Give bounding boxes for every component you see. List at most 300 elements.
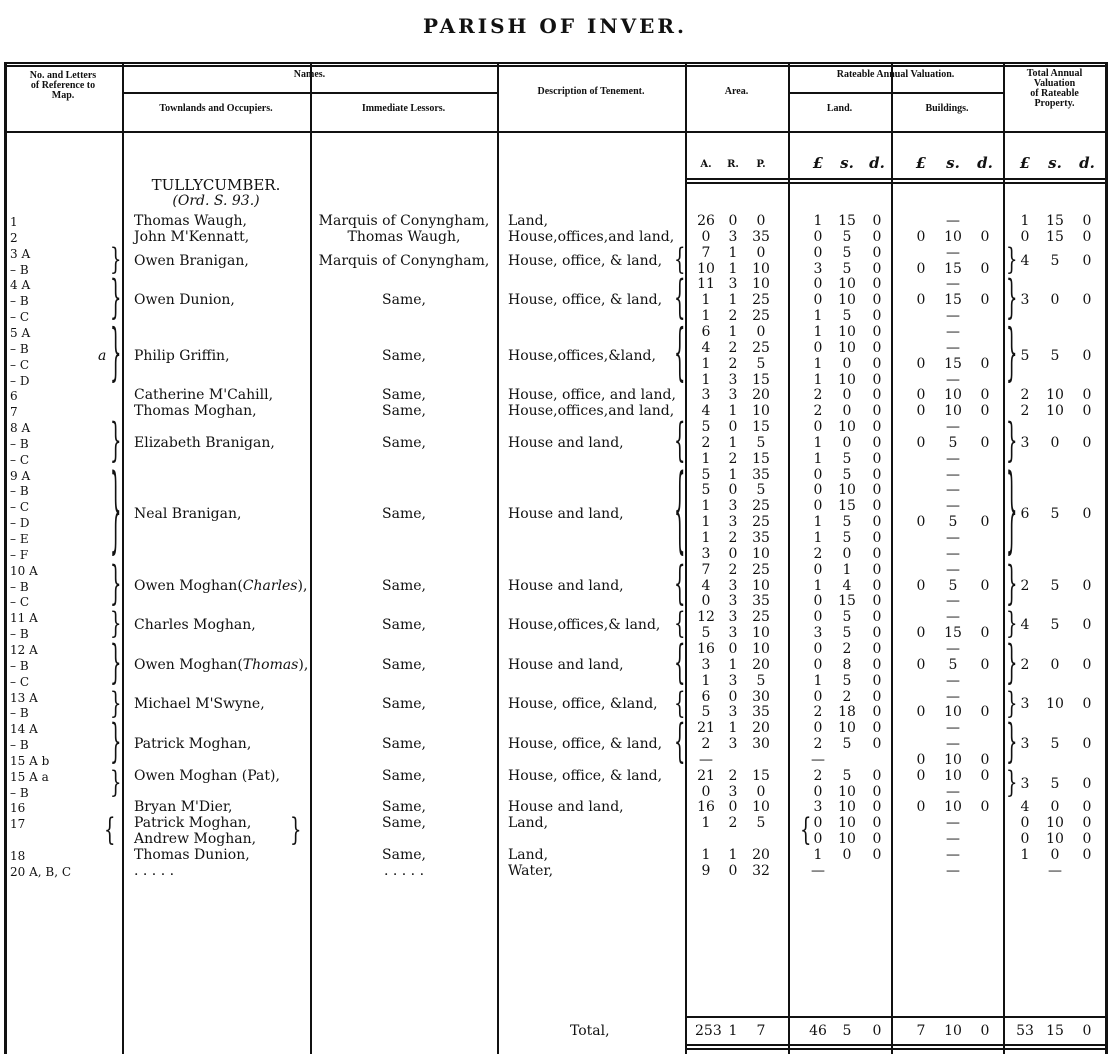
buildings-dash: —	[946, 561, 960, 578]
tenement-description: House and land,	[508, 799, 624, 816]
total-pounds: 1	[1020, 213, 1030, 229]
land-shillings: 5	[842, 609, 852, 626]
lessor-name: . . . . .	[383, 862, 425, 879]
land-shillings: 5	[842, 228, 852, 245]
buildings-pence: 0	[980, 403, 990, 420]
lessor-name: Same,	[382, 767, 426, 784]
buildings-dash: —	[946, 593, 960, 610]
land-pence: 0	[872, 323, 882, 340]
land-shillings: 15	[838, 498, 856, 515]
land-shillings: 2	[842, 640, 852, 657]
ref-number: 10 A	[10, 563, 38, 578]
column-rule	[310, 62, 312, 1054]
land-shillings: 5	[842, 466, 852, 483]
total-buildings-pence: 0	[980, 1023, 990, 1039]
land-pence: 0	[872, 434, 882, 451]
lessor-name: Same,	[382, 736, 426, 753]
land-pence: 0	[872, 656, 882, 673]
land-pounds: 0	[813, 498, 823, 515]
area-acres: 11	[697, 276, 715, 293]
land-pounds: 0	[813, 276, 823, 293]
lessor-name: Same,	[382, 292, 426, 309]
buildings-shillings: 10	[944, 704, 962, 721]
total-pence: 0	[1082, 252, 1092, 269]
buildings-dash: —	[946, 450, 960, 467]
buildings-dash: —	[946, 308, 960, 325]
total-shillings: 5	[1050, 506, 1060, 523]
area-perches: 35	[752, 466, 770, 483]
ref-number: 3 A	[10, 246, 31, 261]
land-pounds: 0	[813, 419, 823, 436]
area-roods: 1	[728, 656, 738, 673]
area-acres: 6	[701, 323, 711, 340]
area-perches: 15	[752, 419, 770, 436]
ref-number: – B	[10, 738, 29, 753]
land-pence: 0	[872, 783, 882, 800]
total-pounds: 4	[1020, 617, 1030, 634]
buildings-pounds: 0	[916, 260, 926, 277]
land-pence: 0	[872, 482, 882, 499]
area-brace: {	[674, 272, 686, 326]
occupier-name: Thomas Dunion,	[134, 847, 250, 863]
land-pence: 0	[872, 831, 882, 848]
area-perches: 10	[752, 260, 770, 277]
land-pounds: 2	[813, 403, 823, 420]
lessor-name: Same,	[382, 617, 426, 634]
area-roods: 2	[728, 561, 738, 578]
total-pounds: 1	[1020, 847, 1030, 863]
buildings-shillings: 10	[944, 751, 962, 768]
land-pounds: 1	[813, 530, 823, 546]
area-roods: 1	[728, 434, 738, 451]
total-pounds: 5	[1020, 347, 1030, 364]
buildings-dash: —	[946, 339, 960, 356]
land-pounds: 1	[813, 213, 823, 229]
group-brace: }	[110, 318, 122, 390]
buildings-shillings: 10	[944, 767, 962, 784]
lessors-header: Immediate Lessors.	[361, 103, 446, 114]
land-pence: 0	[872, 561, 882, 578]
land-pounds: 0	[813, 339, 823, 356]
money-unit-label: s.	[1048, 154, 1062, 172]
land-pence: 0	[872, 799, 882, 816]
occupier-name: Catherine M'Cahill,	[134, 387, 274, 404]
land-pence: 0	[872, 387, 882, 404]
ref-number: – B	[10, 294, 29, 309]
total-pence: 0	[1082, 799, 1092, 816]
buildings-shillings: 10	[944, 387, 962, 404]
total-brace: }	[1006, 765, 1018, 801]
ref-number: – C	[10, 595, 29, 610]
tenement-description: House, office, & land,	[508, 736, 663, 753]
land-pounds: 0	[813, 561, 823, 578]
buildings-pence: 0	[980, 434, 990, 451]
area-perches: 25	[752, 339, 770, 356]
area-acres: 0	[701, 228, 711, 245]
tenement-description: House and land,	[508, 577, 624, 594]
area-acres: 6	[701, 688, 711, 705]
buildings-dash: —	[946, 831, 960, 848]
area-perches: 20	[752, 656, 770, 673]
townland-name: TULLYCUMBER.	[151, 176, 281, 194]
total-pence: 0	[1082, 831, 1092, 848]
buildings-pence: 0	[980, 577, 990, 594]
tenement-description: House, office, &land,	[508, 696, 658, 713]
land-shillings: 5	[842, 308, 852, 325]
area-acres: 5	[701, 419, 711, 436]
area-roods: 1	[728, 323, 738, 340]
land-pounds: 1	[813, 577, 823, 594]
area-acres: 4	[701, 403, 711, 420]
area-roods: 0	[728, 213, 738, 229]
ref-number: – B	[10, 341, 29, 356]
total-pounds: 2	[1020, 403, 1030, 420]
tenement-description: House,offices,and land,	[508, 403, 675, 420]
townlands-header: Townlands and Occupiers.	[159, 103, 273, 114]
area-roods: 3	[728, 736, 738, 753]
total-pence: 0	[1082, 403, 1092, 420]
total-buildings-pounds: 7	[916, 1023, 926, 1039]
area-perches: 10	[752, 403, 770, 420]
money-unit-label: d.	[869, 154, 885, 172]
buildings-pounds: 0	[916, 355, 926, 372]
area-perches: 35	[752, 704, 770, 721]
area-roods: 2	[728, 339, 738, 356]
ref-number: – E	[10, 532, 29, 546]
area-roods: 3	[728, 609, 738, 626]
total-shillings: 10	[1046, 403, 1064, 420]
area-roods: 3	[728, 371, 738, 388]
land-pounds: 1	[813, 434, 823, 451]
area-acres: 1	[701, 371, 711, 388]
land-pounds: 0	[813, 244, 823, 261]
land-shillings: 5	[842, 736, 852, 753]
buildings-pounds: 0	[916, 228, 926, 245]
buildings-header: Buildings.	[925, 103, 969, 114]
area-perches: 0	[756, 244, 766, 261]
land-shillings: 10	[838, 371, 856, 388]
area-roods: 2	[728, 355, 738, 372]
land-pounds: —	[811, 751, 825, 768]
total-header-line: Property.	[1034, 98, 1075, 109]
area-roods: 3	[728, 514, 738, 531]
group-brace: }	[110, 686, 122, 722]
area-acres: 1	[701, 308, 711, 325]
land-pence: 0	[872, 339, 882, 356]
pair-brace: {	[104, 812, 116, 849]
buildings-dash: —	[946, 609, 960, 626]
group-brace: }	[110, 716, 122, 770]
buildings-shillings: 10	[944, 403, 962, 420]
total-land-shillings: 5	[842, 1023, 852, 1039]
column-rule	[788, 62, 790, 1054]
land-pounds: 0	[813, 688, 823, 705]
total-shillings: 5	[1050, 252, 1060, 269]
description-header: Description of Tenement.	[537, 86, 645, 97]
area-acres: 1	[701, 815, 711, 832]
total-pence: 0	[1082, 656, 1092, 673]
total-shillings: 0	[1050, 799, 1060, 816]
area-roods: 3	[728, 498, 738, 515]
land-pounds: 3	[813, 799, 823, 816]
total-shillings: 5	[1050, 775, 1060, 792]
grand-total-shillings: 15	[1046, 1023, 1064, 1039]
occupier-name: Patrick Moghan,	[134, 815, 252, 832]
ref-header-line: Map.	[51, 90, 75, 101]
area-perches: 10	[752, 545, 770, 562]
total-pence: 0	[1082, 213, 1092, 229]
total-brace: }	[1006, 557, 1018, 611]
total-shillings: 10	[1046, 696, 1064, 713]
land-pence: 0	[872, 228, 882, 245]
land-pounds: —	[811, 862, 825, 879]
lessor-name: Marquis of Conyngham,	[318, 252, 490, 269]
area-acres: 5	[701, 704, 711, 721]
total-brace: }	[1006, 686, 1018, 722]
outer-rule	[1105, 62, 1107, 1054]
land-pence: 0	[872, 450, 882, 467]
area-perches: 25	[752, 561, 770, 578]
land-shillings: 15	[838, 213, 856, 229]
occupier-qualifier: Charles	[242, 577, 298, 594]
money-unit-label: £	[812, 154, 824, 172]
tenement-description: House,offices,and land,	[508, 228, 675, 245]
area-brace: {	[674, 686, 686, 722]
lessor-name: Same,	[382, 387, 426, 404]
buildings-dash: —	[946, 213, 960, 229]
area-perches: 10	[752, 799, 770, 816]
area-acres: 16	[697, 640, 715, 657]
ref-number: 18	[10, 849, 26, 863]
buildings-dash: —	[946, 688, 960, 705]
area-acres: 3	[701, 656, 711, 673]
land-pounds: 0	[813, 482, 823, 499]
ref-header-line: No. and Letters	[29, 70, 97, 81]
buildings-dash: —	[946, 498, 960, 515]
names-header: Names.	[293, 69, 326, 80]
area-perches: 20	[752, 387, 770, 404]
total-header-line: Total Annual	[1026, 68, 1083, 79]
area-perches: 35	[752, 228, 770, 245]
area-perches: 25	[752, 292, 770, 309]
area-acres: 1	[701, 450, 711, 467]
area-roods: 0	[728, 482, 738, 499]
land-pence: 0	[872, 577, 882, 594]
total-pence: 0	[1082, 696, 1092, 713]
total-pence: 0	[1082, 617, 1092, 634]
buildings-pounds: 0	[916, 704, 926, 721]
ref-number: – C	[10, 674, 29, 689]
ref-number: 20 A, B, C	[10, 864, 72, 879]
land-pence: 0	[872, 672, 882, 689]
occupier-name: Michael M'Swyne,	[134, 696, 265, 713]
land-pence: 0	[872, 815, 882, 832]
total-pounds: 3	[1020, 292, 1030, 309]
buildings-pounds: 0	[916, 387, 926, 404]
land-pence: 0	[872, 767, 882, 784]
lessor-name: Same,	[382, 434, 426, 451]
area-roods: 3	[728, 625, 738, 642]
land-pounds: 1	[813, 450, 823, 467]
buildings-shillings: 10	[944, 799, 962, 816]
area-acres: 5	[701, 482, 711, 499]
occupier-name: Owen Moghan(Thomas),	[134, 656, 309, 673]
area-perches: 20	[752, 720, 770, 737]
area-acres: 2	[701, 736, 711, 753]
area-roods: 3	[728, 577, 738, 594]
names-subrule	[122, 92, 497, 94]
buildings-pence: 0	[980, 387, 990, 404]
ref-number: 1	[10, 215, 18, 229]
land-pence: 0	[872, 847, 882, 863]
ref-number: – B	[10, 706, 29, 721]
ref-number: – B	[10, 579, 29, 594]
grand-total-pence: 0	[1082, 1023, 1092, 1039]
tenement-description: House, office, and land,	[508, 387, 676, 404]
area-acres: 1	[701, 355, 711, 372]
total-shillings: 10	[1046, 815, 1064, 832]
buildings-dash: —	[946, 545, 960, 562]
land-shillings: 2	[842, 688, 852, 705]
area-perches: 5	[756, 815, 766, 832]
land-pounds: 1	[813, 355, 823, 372]
land-pence: 0	[872, 640, 882, 657]
group-brace: }	[110, 557, 122, 611]
area-acres: 7	[701, 561, 711, 578]
top-rule-inner	[4, 65, 1106, 67]
total-pounds: 0	[1020, 228, 1030, 245]
area-roods: 1	[728, 292, 738, 309]
occupier-name: Owen Moghan (Pat),	[134, 767, 280, 784]
buildings-dash: —	[946, 466, 960, 483]
area-roods: 1	[728, 720, 738, 737]
total-shillings: 15	[1046, 213, 1064, 229]
land-pence: 0	[872, 545, 882, 562]
land-shillings: 0	[842, 434, 852, 451]
land-shillings: 5	[842, 767, 852, 784]
land-pence: 0	[872, 625, 882, 642]
header-bottom-rule	[4, 131, 1106, 133]
total-header-line: of Rateable	[1030, 88, 1079, 99]
area-perches: 35	[752, 530, 770, 546]
buildings-dash: —	[946, 419, 960, 436]
money-unit-label: £	[915, 154, 927, 172]
land-pounds: 2	[813, 387, 823, 404]
buildings-shillings: 15	[944, 355, 962, 372]
area-acres: 1	[701, 292, 711, 309]
occupier-qualifier: Thomas	[242, 656, 299, 673]
land-shillings: 15	[838, 593, 856, 610]
ref-number: 15 A b	[10, 753, 50, 768]
total-pounds: 2	[1020, 577, 1030, 594]
tenement-description: Water,	[508, 862, 554, 879]
area-roods: 2	[728, 308, 738, 325]
area-acres: 21	[697, 720, 715, 737]
land-header: Land.	[826, 103, 853, 114]
buildings-dash: —	[946, 323, 960, 340]
buildings-shillings: 5	[948, 577, 958, 594]
land-shillings: 5	[842, 450, 852, 467]
land-pence: 0	[872, 308, 882, 325]
total-header-line: Valuation	[1033, 78, 1076, 89]
ref-header-line: of Reference to	[30, 80, 96, 91]
column-rule	[497, 62, 499, 1054]
land-pence: 0	[872, 466, 882, 483]
land-shillings: 5	[842, 514, 852, 531]
total-pence: 0	[1082, 815, 1092, 832]
total-brace: }	[1006, 606, 1018, 642]
lessor-name: Same,	[382, 506, 426, 523]
occupier-name: Philip Griffin,	[134, 347, 230, 364]
ref-number: – D	[10, 373, 30, 388]
group-mark: a	[98, 347, 107, 364]
land-shillings: 10	[838, 292, 856, 309]
ref-number: – F	[10, 547, 29, 562]
ref-number: 12 A	[10, 642, 38, 657]
total-pounds: 2	[1020, 656, 1030, 673]
ref-number: 6	[10, 389, 18, 404]
total-dash: —	[1048, 862, 1062, 879]
area-brace: {	[674, 606, 686, 642]
ref-number: – C	[10, 500, 29, 515]
land-shillings: 10	[838, 419, 856, 436]
land-pounds: 1	[813, 323, 823, 340]
total-shillings: 15	[1046, 228, 1064, 245]
area-unit-label: R.	[727, 159, 739, 170]
lessor-name: Same,	[382, 847, 426, 863]
land-shillings: 10	[838, 276, 856, 293]
lessor-name: Same,	[382, 656, 426, 673]
area-acres: 4	[701, 339, 711, 356]
total-pence: 0	[1082, 347, 1092, 364]
area-perches: 30	[752, 688, 770, 705]
lessor-name: Same,	[382, 815, 426, 832]
total-shillings: 10	[1046, 831, 1064, 848]
area-perches: 10	[752, 640, 770, 657]
rateable-header: Rateable Annual Valuation.	[836, 69, 955, 80]
area-acres: 21	[697, 767, 715, 784]
land-shillings: 10	[838, 720, 856, 737]
occupier-name: Bryan M'Dier,	[134, 799, 233, 816]
ref-number: 11 A	[10, 611, 38, 626]
area-roods: 3	[728, 228, 738, 245]
tenement-description: House,offices,&land,	[508, 347, 656, 364]
buildings-dash: —	[946, 276, 960, 293]
ref-number: – B	[10, 262, 29, 277]
area-acres: 0	[701, 783, 711, 800]
buildings-dash: —	[946, 672, 960, 689]
area-perches: 25	[752, 308, 770, 325]
land-pence: 0	[872, 244, 882, 261]
area-perches: 30	[752, 736, 770, 753]
total-shillings: 0	[1050, 292, 1060, 309]
total-pounds: 3	[1020, 696, 1030, 713]
tenement-description: House,offices,& land,	[508, 617, 661, 634]
area-roods: 0	[728, 799, 738, 816]
buildings-dash: —	[946, 736, 960, 753]
land-pounds: 0	[813, 720, 823, 737]
area-roods: 2	[728, 767, 738, 784]
land-shillings: 5	[842, 672, 852, 689]
area-acres: —	[699, 751, 713, 768]
buildings-pounds: 0	[916, 767, 926, 784]
lessor-name: Same,	[382, 403, 426, 420]
land-pence: 0	[872, 292, 882, 309]
occupier-name: John M'Kennatt,	[134, 228, 250, 245]
land-pence: 0	[872, 371, 882, 388]
area-acres: 1	[701, 847, 711, 863]
land-pence: 0	[872, 688, 882, 705]
